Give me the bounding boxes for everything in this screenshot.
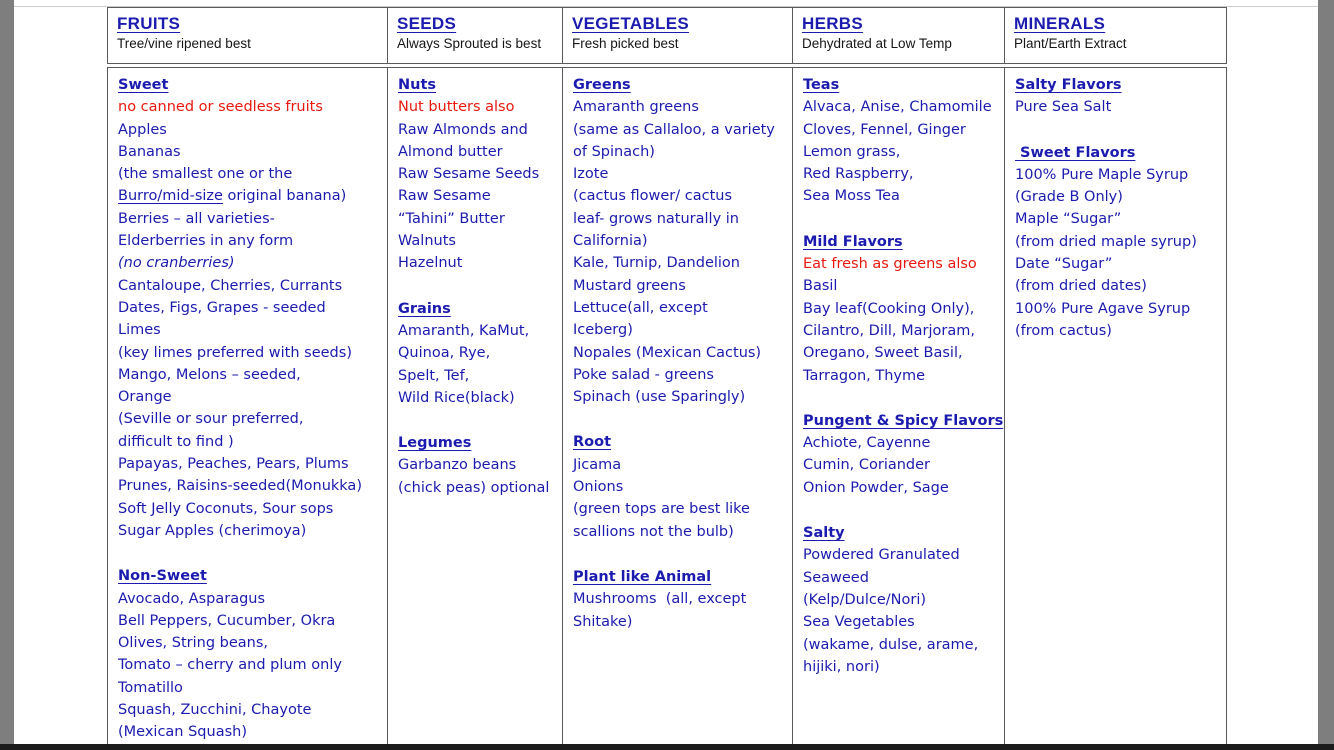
list-line: Maple “Sugar” (1015, 211, 1122, 228)
list-line: Lettuce(all, except (573, 299, 708, 316)
list-line: (green tops are best like (573, 501, 750, 518)
section-heading: Teas (803, 77, 840, 93)
list-line: (chick peas) optional (398, 479, 550, 496)
plain-text: original banana) (222, 188, 347, 205)
list-line: (Grade B Only) (1015, 189, 1123, 206)
list-line: of Spinach) (573, 143, 655, 160)
list-line: Cumin, Coriander (803, 457, 931, 474)
section-pungent-spicy (803, 410, 1004, 499)
list-line: hijiki, nori) (803, 658, 880, 675)
section-heading: Nuts (398, 77, 437, 93)
section-heading: Greens (573, 77, 631, 93)
section-non-sweet (118, 565, 383, 743)
section-salty-flavors (1015, 74, 1222, 119)
list-line: Mushrooms (all, except (573, 591, 747, 608)
body-cell-minerals (1005, 67, 1227, 750)
section-heading: Mild Flavors (803, 233, 903, 250)
header-cell-herbs (793, 7, 1005, 64)
column-title-herbs: HERBS (802, 14, 864, 33)
list-line: Tomato – cherry and plum only (118, 657, 342, 674)
list-line: Hazelnut (398, 255, 463, 272)
section-teas (803, 74, 1000, 208)
section-grains (398, 298, 558, 409)
list-line: Basil (803, 278, 838, 295)
list-line: Bay leaf(Cooking Only), (803, 300, 975, 317)
section-root (573, 431, 788, 542)
list-line: (Kelp/Dulce/Nori) (803, 591, 927, 608)
section-heading: Non-Sweet (118, 568, 207, 585)
list-line: Sea Moss Tea (803, 188, 900, 205)
list-line: Walnuts (398, 233, 456, 250)
section-heading: Salty Flavors (1015, 77, 1122, 93)
list-line: Lemon grass, (803, 143, 901, 160)
list-line: Olives, String beans, (118, 635, 268, 652)
column-title-minerals: MINERALS (1014, 14, 1106, 33)
list-line: Achiote, Cayenne (803, 435, 931, 452)
underlined-text: Burro/mid-size (118, 188, 223, 205)
section-heading: Grains (398, 300, 451, 317)
section-mild-flavors (803, 231, 1000, 387)
body-cell-seeds (388, 67, 563, 750)
section-heading: Sweet (118, 77, 169, 93)
list-line: Sea Vegetables (803, 614, 915, 631)
list-line: Iceberg) (573, 322, 633, 339)
list-line: Bell Peppers, Cucumber, Okra (118, 612, 336, 629)
list-line: Amaranth, KaMut, (398, 322, 530, 339)
list-line: Sugar Apples (cherimoya) (118, 522, 307, 539)
list-line: “Tahini” Butter (398, 210, 505, 227)
list-line: Bananas (118, 143, 181, 160)
list-line: Pure Sea Salt (1015, 99, 1112, 116)
list-line: Cilantro, Dill, Marjoram, (803, 322, 975, 339)
list-line: (Seville or sour preferred, (118, 411, 304, 428)
list-line: Berries – all varieties- (118, 210, 275, 227)
list-line: Amaranth greens (573, 99, 699, 116)
list-line: Onions (573, 479, 624, 496)
list-line: Cloves, Fennel, Ginger (803, 121, 966, 138)
list-line: Almond butter (398, 143, 503, 160)
list-line: Izote (573, 166, 609, 183)
column-title-vegetables: VEGETABLES (572, 14, 689, 33)
list-line: (same as Callaloo, a variety (573, 121, 775, 138)
list-line: (wakame, dulse, arame, (803, 636, 979, 653)
list-line: (the smallest one or the (118, 166, 293, 183)
column-title-seeds: SEEDS (397, 14, 457, 33)
list-line: Orange (118, 389, 172, 406)
bottom-edge-bar (0, 744, 1334, 750)
list-line: Onion Powder, Sage (803, 479, 949, 496)
list-line: Date “Sugar” (1015, 256, 1113, 273)
section-note: no canned or seedless fruits (118, 99, 323, 116)
list-line: Shitake) (573, 613, 633, 630)
list-line: 100% Pure Agave Syrup (1015, 300, 1191, 317)
list-line: (key limes preferred with seeds) (118, 344, 352, 361)
header-cell-vegetables (563, 7, 793, 64)
section-plant-like-animal (573, 566, 788, 633)
list-line: Raw Almonds and (398, 121, 528, 138)
list-line: Papayas, Peaches, Pears, Plums (118, 456, 349, 473)
column-subtitle-herbs: Dehydrated at Low Temp (802, 36, 952, 51)
list-line: Mustard greens (573, 277, 686, 294)
list-line: leaf- grows naturally in (573, 210, 739, 227)
section-legumes (398, 432, 558, 499)
list-line: (from cactus) (1015, 322, 1112, 339)
list-line: Red Raspberry, (803, 166, 914, 183)
list-line: Elderberries in any form (118, 233, 294, 250)
table-header-row (107, 7, 1227, 64)
column-subtitle-minerals: Plant/Earth Extract (1014, 36, 1127, 51)
column-subtitle-seeds: Always Sprouted is best (397, 36, 542, 51)
column-title-fruits: FRUITS (117, 14, 181, 33)
header-cell-seeds (388, 7, 563, 64)
list-line: scallions not the bulb) (573, 523, 734, 540)
list-line: Raw Sesame Seeds (398, 166, 540, 183)
section-heading: Sweet Flavors (1015, 144, 1136, 161)
list-line: Poke salad - greens (573, 366, 714, 383)
body-cell-fruits (107, 67, 388, 750)
right-edge-bar (1318, 0, 1334, 750)
body-cell-herbs (793, 67, 1005, 750)
list-line: Tomatillo (118, 679, 183, 696)
list-line: (from dried maple syrup) (1015, 233, 1197, 250)
list-line: Garbanzo beans (398, 457, 517, 474)
list-line: (no cranberries) (118, 255, 235, 272)
section-salty (803, 522, 1000, 678)
list-line: Wild Rice(black) (398, 389, 515, 406)
list-line: Spelt, Tef, (398, 367, 470, 384)
list-line: Oregano, Sweet Basil, (803, 345, 963, 362)
list-line: Dates, Figs, Grapes - seeded (118, 299, 326, 316)
list-line: California) (573, 233, 648, 250)
section-greens (573, 74, 788, 408)
list-line: Seaweed (803, 569, 869, 586)
table-body-row (107, 67, 1227, 750)
list-line: Alvaca, Anise, Chamomile (803, 99, 992, 116)
list-line: Apples (118, 121, 167, 138)
list-line (118, 185, 383, 207)
list-line: Jicama (573, 456, 622, 473)
section-nuts (398, 74, 558, 275)
header-cell-minerals (1005, 7, 1227, 64)
section-note: Eat fresh as greens also (803, 256, 977, 273)
list-line: Quinoa, Rye, (398, 345, 491, 362)
section-heading: Salty (803, 525, 845, 542)
list-line: (Mexican Squash) (118, 724, 247, 741)
list-line: Cantaloupe, Cherries, Currants (118, 277, 343, 294)
list-line: 100% Pure Maple Syrup (1015, 166, 1189, 183)
list-line: difficult to find ) (118, 433, 234, 450)
section-sweet (118, 74, 383, 542)
section-note: Nut butters also (398, 99, 515, 116)
list-line: (cactus flower/ cactus (573, 188, 733, 205)
list-line: Mango, Melons – seeded, (118, 366, 301, 383)
list-line: Powdered Granulated (803, 547, 960, 564)
section-sweet-flavors (1015, 142, 1222, 343)
section-heading: Plant like Animal (573, 568, 712, 585)
column-subtitle-fruits: Tree/vine ripened best (117, 36, 251, 51)
list-line: Kale, Turnip, Dandelion (573, 255, 740, 272)
header-cell-fruits (107, 7, 388, 64)
list-line: Spinach (use Sparingly) (573, 389, 746, 406)
left-edge-bar (0, 0, 14, 750)
list-line: Raw Sesame (398, 188, 491, 205)
list-line: Limes (118, 322, 161, 339)
section-heading: Root (573, 434, 612, 451)
body-cell-vegetables (563, 67, 793, 750)
list-line: Prunes, Raisins-seeded(Monukka) (118, 478, 362, 495)
list-line: Tarragon, Thyme (803, 367, 926, 384)
list-line: Nopales (Mexican Cactus) (573, 344, 762, 361)
list-line: Squash, Zucchini, Chayote (118, 702, 312, 719)
list-line: Soft Jelly Coconuts, Sour sops (118, 500, 334, 517)
section-heading: Legumes (398, 435, 472, 452)
section-heading: Pungent & Spicy Flavors (803, 412, 1004, 429)
food-guide-table (107, 7, 1227, 750)
list-line: (from dried dates) (1015, 278, 1147, 295)
list-line: Avocado, Asparagus (118, 590, 266, 607)
column-subtitle-vegetables: Fresh picked best (572, 36, 679, 51)
